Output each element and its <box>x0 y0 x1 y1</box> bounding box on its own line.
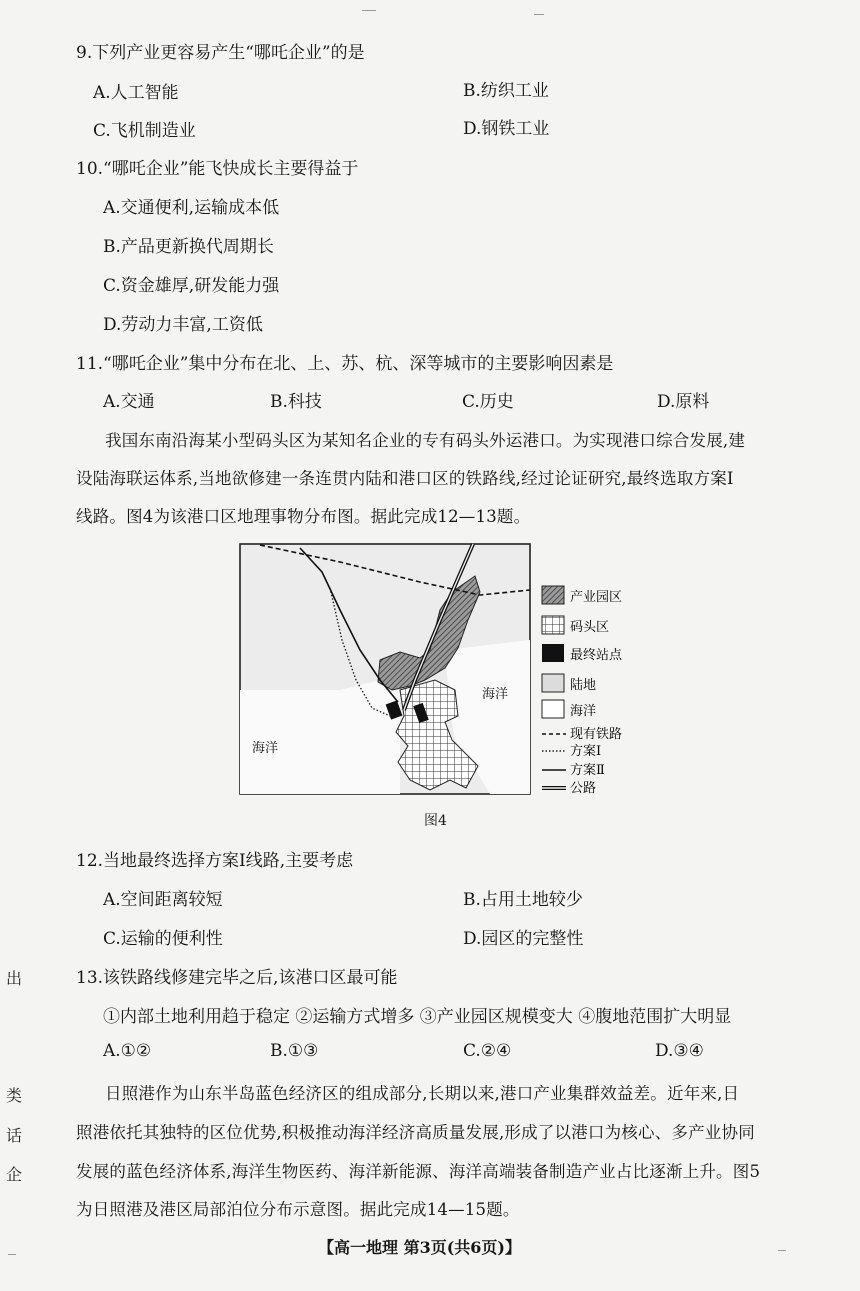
legend-industrial-park-swatch <box>542 586 564 604</box>
legend-dock: 码头区 <box>570 620 610 635</box>
legend-industrial-park: 产业园区 <box>570 590 623 605</box>
question-13-option-c: C.②④ <box>463 1041 512 1061</box>
legend-existing-railway: 现有铁路 <box>570 727 623 742</box>
legend-final-station-swatch <box>542 644 564 662</box>
legend-sea: 海洋 <box>570 704 597 719</box>
question-12-option-c: C.运输的便利性 <box>103 929 223 949</box>
margin-char-4: 企 <box>6 1165 23 1184</box>
question-13-option-a: A.①② <box>103 1041 152 1061</box>
passage-2-line-2: 照港依托其独特的区位优势,积极推动海洋经济高质量发展,形成了以港口为核心、多产业协同 <box>76 1123 755 1142</box>
question-12-stem: 12.当地最终选择方案Ⅰ线路,主要考虑 <box>76 851 354 871</box>
passage-1-line-3: 线路。图4为该港口区地理事物分布图。据此完成12—13题。 <box>76 507 531 526</box>
legend-plan-2: 方案Ⅱ <box>570 763 605 778</box>
legend-land: 陆地 <box>570 678 597 693</box>
question-9-option-c: C.飞机制造业 <box>93 121 196 141</box>
question-11-option-d: D.原料 <box>657 392 710 412</box>
legend-land-swatch <box>542 674 564 692</box>
page-footer: 【高一地理 第3页(共6页)】 <box>318 1238 521 1257</box>
question-10-option-c: C.资金雄厚,研发能力强 <box>103 276 280 296</box>
margin-char-2: 类 <box>6 1086 23 1105</box>
sea-label-left: 海洋 <box>252 741 279 756</box>
question-11-option-a: A.交通 <box>103 392 155 412</box>
question-10-option-b: B.产品更新换代周期长 <box>103 237 274 257</box>
question-13-stem: 13.该铁路线修建完毕之后,该港口区最可能 <box>76 968 398 988</box>
question-10-option-d: D.劳动力丰富,工资低 <box>103 315 263 335</box>
question-11-option-b: B.科技 <box>270 392 322 412</box>
question-9-stem: 9.下列产业更容易产生“哪吒企业”的是 <box>76 43 365 63</box>
question-12-option-d: D.园区的完整性 <box>463 929 584 949</box>
question-12-option-a: A.空间距离较短 <box>103 890 223 910</box>
legend <box>542 586 623 796</box>
question-9-option-b: B.纺织工业 <box>463 81 549 101</box>
margin-char-3: 话 <box>6 1126 23 1145</box>
question-11-stem: 11.“哪吒企业”集中分布在北、上、苏、杭、深等城市的主要影响因素是 <box>76 354 614 374</box>
passage-1-line-1: 我国东南沿海某小型码头区为某知名企业的专有码头外运港口。为实现港口综合发展,建 <box>105 431 746 450</box>
question-12-option-b: B.占用土地较少 <box>463 890 583 910</box>
question-10-option-a: A.交通便利,运输成本低 <box>103 198 280 218</box>
question-11-option-c: C.历史 <box>462 392 514 412</box>
legend-sea-swatch <box>542 700 564 718</box>
passage-1-line-2: 设陆海联运体系,当地欲修建一条连贯内陆和港口区的铁路线,经过论证研究,最终选取方案Ⅰ <box>76 469 734 488</box>
passage-2-line-1: 日照港作为山东半岛蓝色经济区的组成部分,长期以来,港口产业集群效益差。近年来,日 <box>105 1084 740 1103</box>
passage-2-line-3: 发展的蓝色经济体系,海洋生物医药、海洋新能源、海洋高端装备制造产业占比逐渐上升。图5 <box>76 1162 761 1181</box>
figure-4-caption: 图4 <box>424 813 447 829</box>
legend-dock-swatch <box>542 616 564 634</box>
question-13-option-b: B.①③ <box>270 1041 319 1061</box>
passage-2-line-4: 为日照港及港区局部泊位分布示意图。据此完成14—15题。 <box>76 1200 520 1219</box>
legend-final-station: 最终站点 <box>570 648 623 663</box>
sea-label-right: 海洋 <box>482 687 509 702</box>
sea-left <box>240 680 400 794</box>
legend-plan-1: 方案Ⅰ <box>570 744 602 759</box>
question-9-option-a: A.人工智能 <box>93 83 179 103</box>
question-13-statements: ①内部土地利用趋于稳定 ②运输方式增多 ③产业园区规模变大 ④腹地范围扩大明显 <box>103 1007 732 1027</box>
margin-char-1: 出 <box>6 969 23 988</box>
question-13-option-d: D.③④ <box>655 1041 704 1061</box>
question-10-stem: 10.“哪吒企业”能飞快成长主要得益于 <box>76 159 359 179</box>
figure-4-map <box>230 540 650 802</box>
legend-highway: 公路 <box>570 781 597 796</box>
question-9-option-d: D.钢铁工业 <box>463 119 550 139</box>
